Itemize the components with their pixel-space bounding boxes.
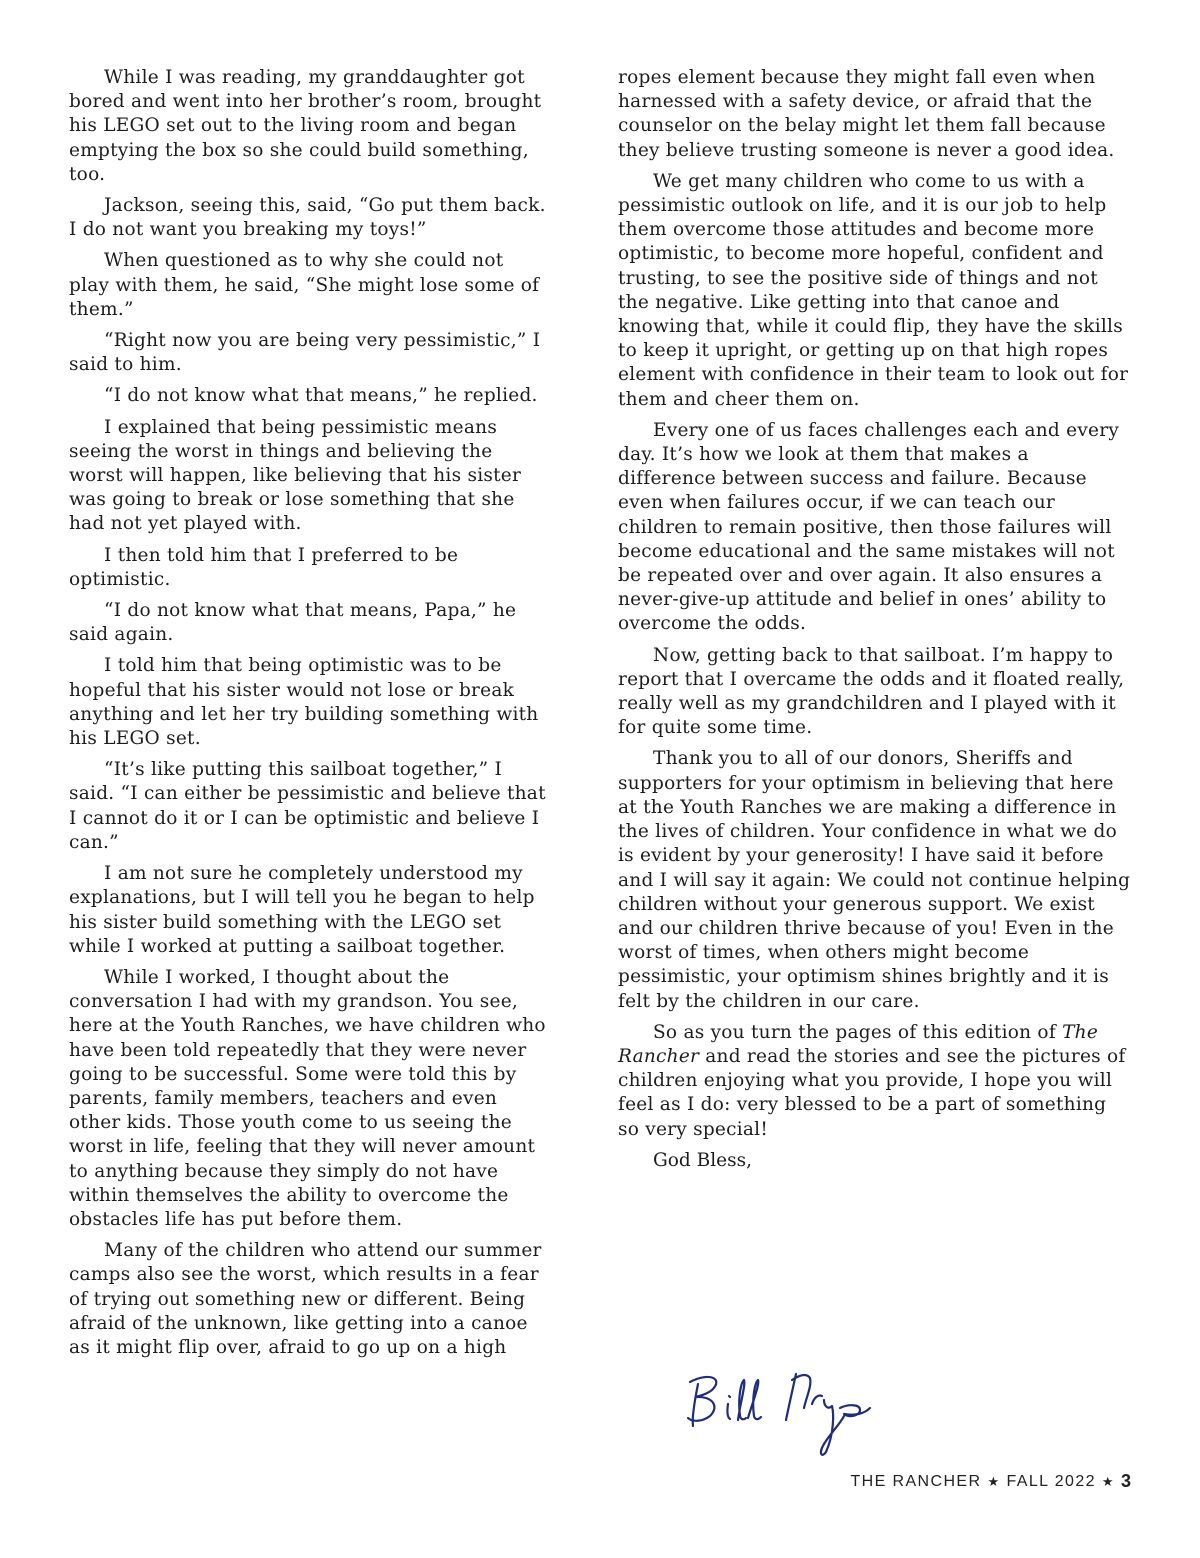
paragraph: While I was reading, my granddaughter got bored and went into her brother’s room, brought his LEGO set out to the living room and began emptying the box so she could build something, too. <box>69 67 542 185</box>
paragraph: Many of the children who attend our summer camps also see the worst, which results in a fear of trying out something new or different. Being afraid of the unknown, like getting into a canoe as it might flip over, afraid to go up on a high <box>69 1240 542 1358</box>
paragraph: “Right now you are being very pessimistic,” I said to him. <box>69 330 541 376</box>
publication-title-italic: The Rancher <box>618 1021 1099 1067</box>
closing-text-after: and read the stories and see the pictures of children enjoying what you provide, I hope you will feel as I do: very blessed to be a part of something so very special! <box>618 1045 1126 1140</box>
paragraph: I am not sure he completely understood my explanations, but I will tell you he began to help his sister build something with the LEGO set while I worked at putting a sailboat together. <box>69 863 535 957</box>
paragraph: I told him that being optimistic was to be hopeful that his sister would not lose or break anything and let her try building something with his LEGO set. <box>69 655 539 750</box>
star-icon: ★ <box>987 1473 1001 1489</box>
paragraph: Jackson, seeing this, said, “Go put them back. I do not want you breaking my toys!” <box>69 195 546 241</box>
right-column <box>618 66 1131 1173</box>
paragraph: When questioned as to why she could not play with them, he said, “She might lose some of them.” <box>69 250 540 320</box>
paragraph: “I do not know what that means, Papa,” he said again. <box>69 600 517 646</box>
paragraph: Thank you to all of our donors, Sheriffs and supporters for your optimism in believing that here at the Youth Ranches we are making a difference in the lives of children. Your confidence in what we do is evident by your generosity! I have said it before and I will say it again: We could not continue helping children without your generous support. We exist and our children thrive because of you! Even in the worst of times, when others might become pessimistic, your optimism shines brightly and it is felt by the children in our care. <box>618 748 1131 1012</box>
paragraph: We get many children who come to us with a pessimistic outlook on life, and it is our job to help them overcome those attitudes and become more optimistic, to become more hopeful, confident and trusting, to see the positive side of things and not the negative. Like getting into that canoe and knowing that, while it could flip, they have the skills to keep it upright, or getting up on that high ropes element with confidence in their team to look out for them and cheer them on. <box>618 170 1129 410</box>
paragraph: While I worked, I thought about the conversation I had with my grandson. You see, here at the Youth Ranches, we have children who have been told repeatedly that they were never going to be successful. Some were told this by parents, family members, teachers and even other kids. Those youth come to us seeing the worst in life, feeling that they will never amount to anything because they simply do not have within themselves the ability to overcome the obstacles life has put before them. <box>69 966 546 1230</box>
footer-issue: FALL 2022 <box>1006 1472 1096 1490</box>
page-number: 3 <box>1120 1471 1131 1491</box>
handwritten-signature <box>684 1364 884 1464</box>
paragraph: I explained that being pessimistic means seeing the worst in things and believing the worst will happen, like believing that his sister was going to break or lose something that she had not yet played with. <box>69 416 522 535</box>
footer-publication: THE RANCHER <box>850 1472 982 1490</box>
page-footer <box>850 1471 1131 1492</box>
paragraph: Every one of us faces challenges each and every day. It’s how we look at them that makes a difference between success and failure. Because even when failures occur, if we can teach our children to remain positive, then those failures will become educational and the same mistakes will not be repeated over and over again. It also ensures a never-give-up attitude and belief in ones’ ability to overcome the odds. <box>618 419 1120 635</box>
left-column <box>69 66 547 1367</box>
paragraph: “It’s like putting this sailboat together,” I said. “I can either be pessimistic and believe that I cannot do it or I can be optimistic and believe I can.” <box>69 759 546 853</box>
paragraph: Now, getting back to that sailboat. I’m happy to report that I overcame the odds and it floated really, really well as my grandchildren and I played with it for quite some time. <box>618 644 1125 739</box>
star-icon: ★ <box>1101 1473 1115 1489</box>
closing-text-before: So as you turn the pages of this edition of <box>653 1021 1063 1043</box>
paragraph-continued: ropes element because they might fall even when harnessed with a safety device, or afraid that the counselor on the belay might let them fall because they believe trusting someone is never a good idea. <box>618 67 1115 161</box>
signoff: God Bless, <box>653 1149 752 1171</box>
paragraph: “I do not know what that means,” he replied. <box>104 385 538 407</box>
paragraph: I then told him that I preferred to be optimistic. <box>69 544 459 590</box>
closing-paragraph <box>618 1021 1131 1142</box>
